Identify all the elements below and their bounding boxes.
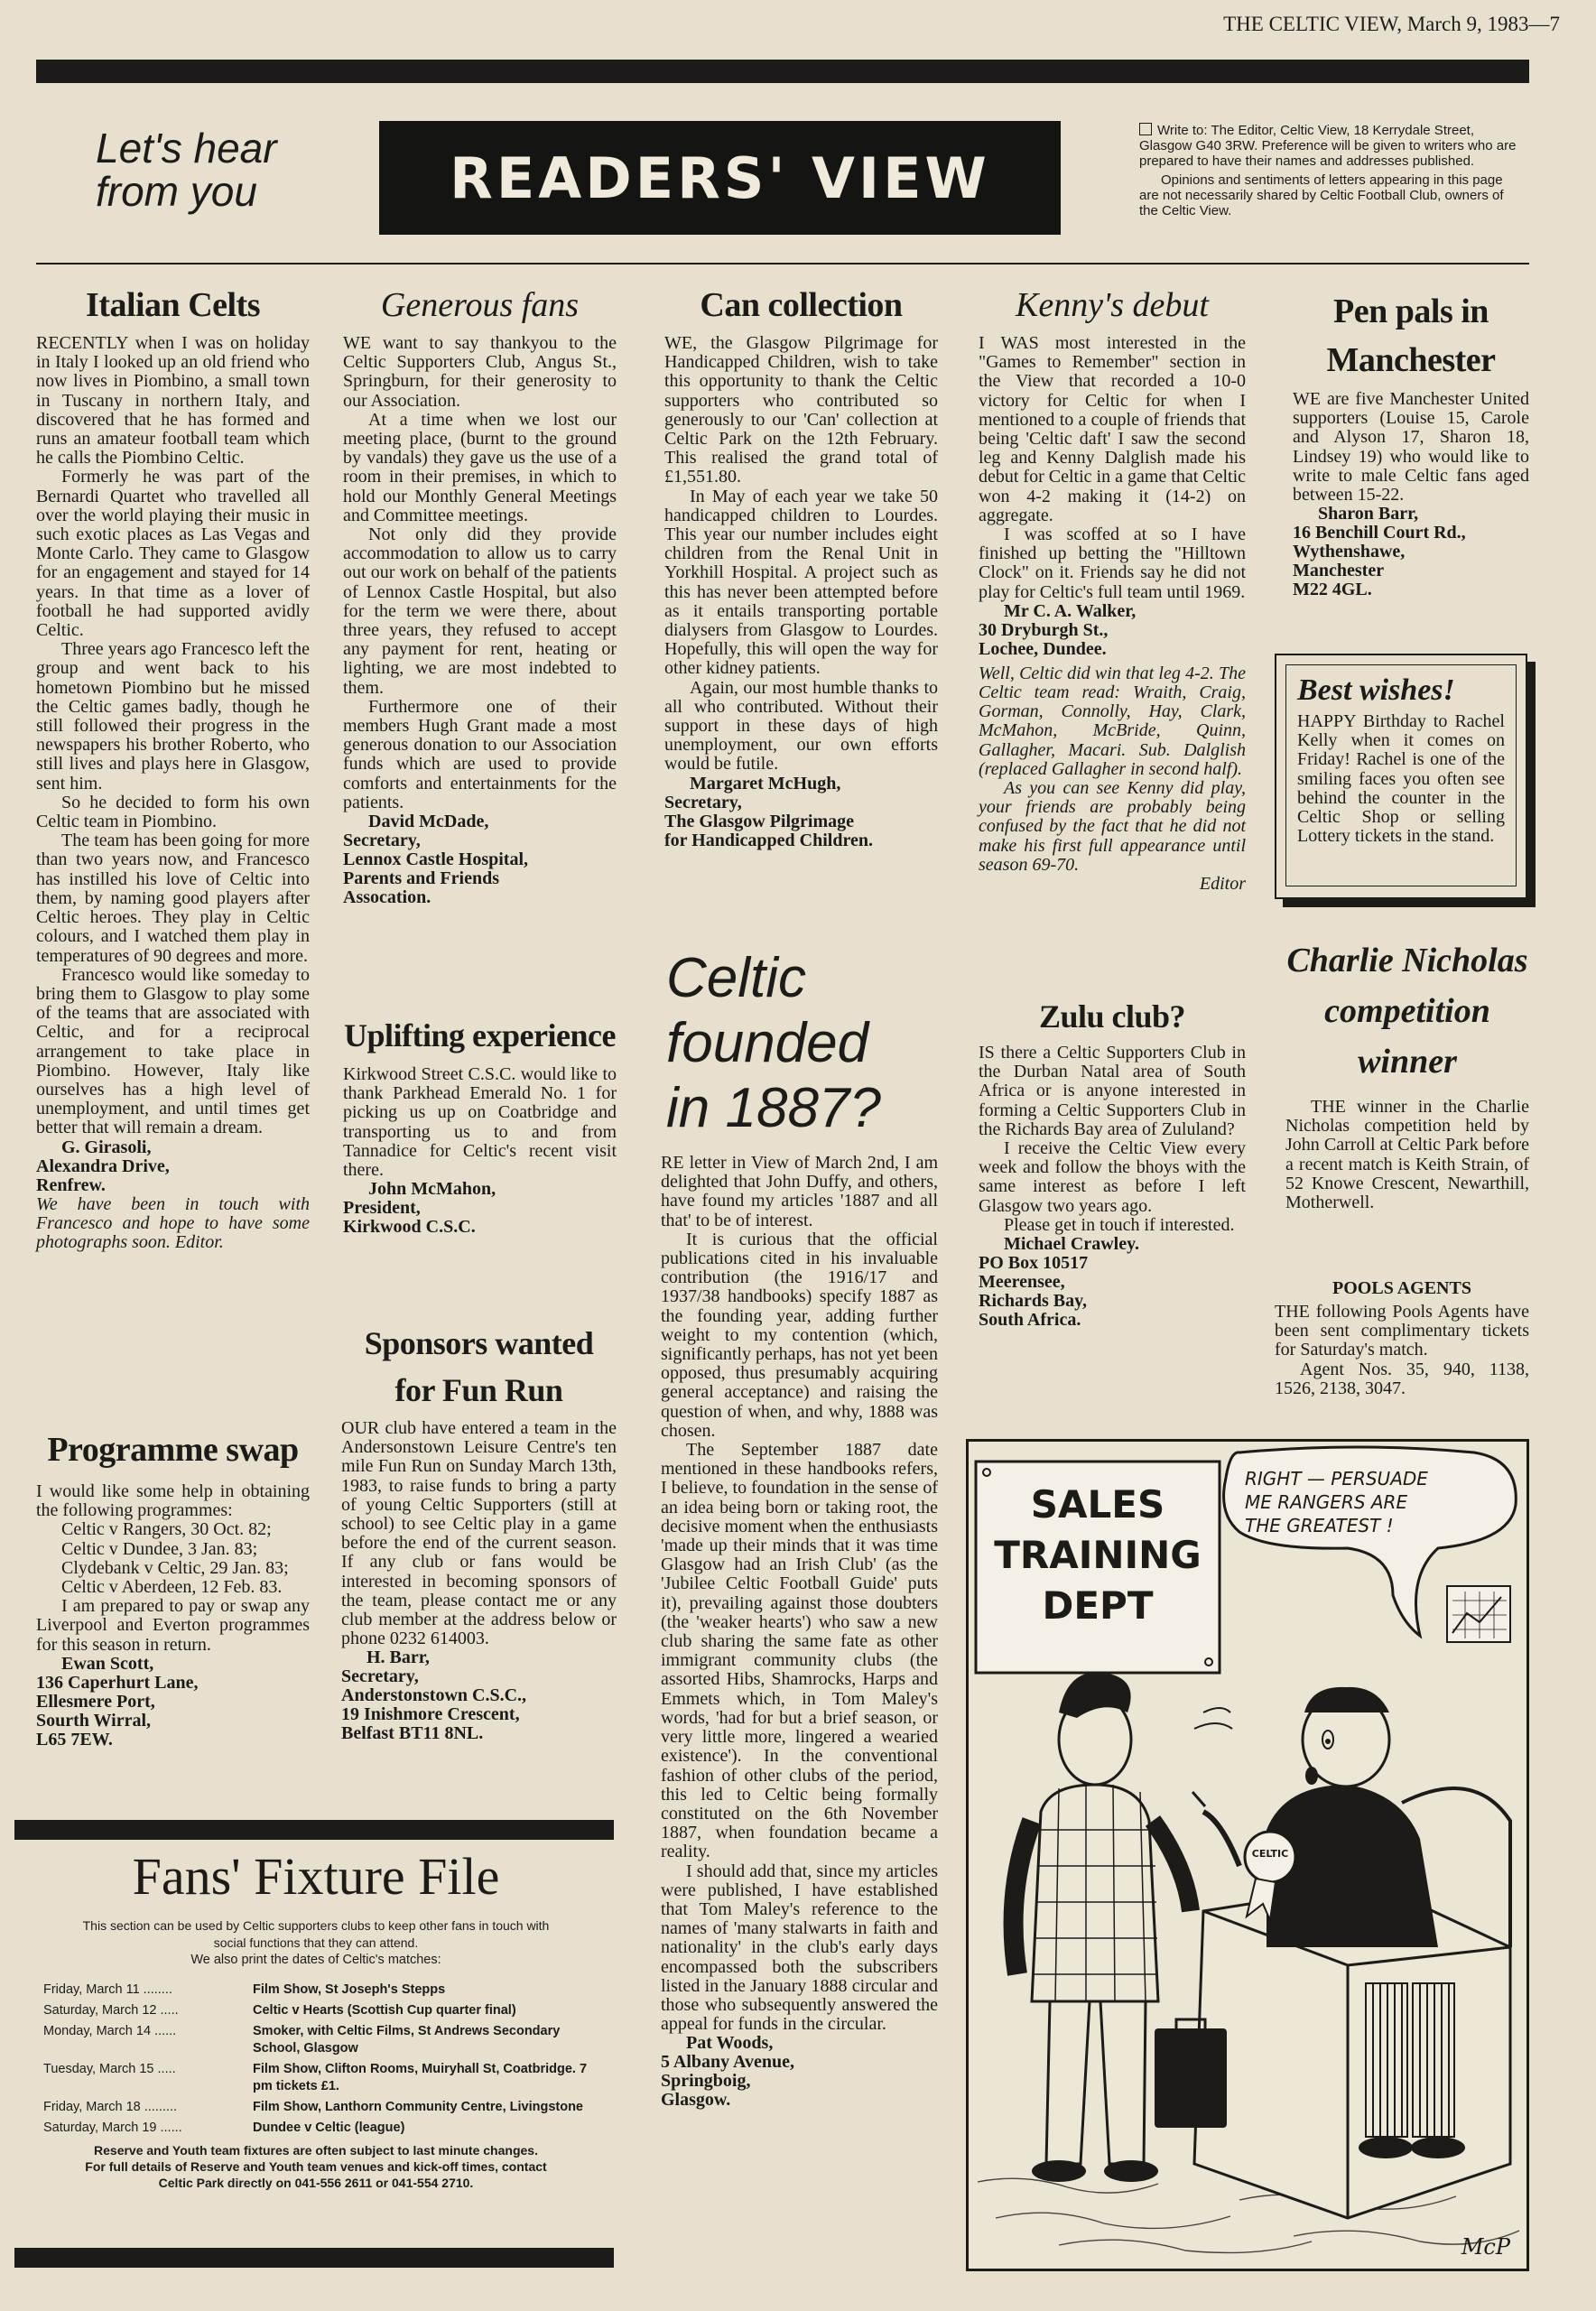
paragraph: Three years ago Francesco left the group and went back to his hometown Piombino but he missed the Celtic games badly, though he still followed their progress in the newspapers his brother Roberto, who still lives and plays here in Glasgow, sent him. — [36, 639, 310, 794]
paragraph: RECENTLY when I was on holiday in Italy I looked up an old friend who now lives in Piombino, a small town in Tuscany in northern Italy, and discovered that he has formed and runs an amateur football team which he calls the Piombino Celtic. — [36, 333, 310, 469]
fixture-event: Celtic v Hearts (Scottish Cup quarter final) — [253, 2003, 516, 2018]
paragraph: Not only did they provide accommodation to allow us to carry out our work on behalf of the patients of Lennox Castle Hospital, but also for the term we were there, about three years, they refused to accept any payment for rent, heating or lighting, we are most indebted to them. — [343, 524, 617, 698]
fixture-title: Fans' Fixture File — [132, 1847, 500, 1906]
paragraph: OUR club have entered a team in the Andersonstown Leisure Centre's ten mile Fun Run on Sunday March 13th, 1983, to raise funds to bring a party of young Celtic Supporters (still at school) to see Celtic play in a game before the end of the current season. If any club or fans would be interested in becoming sponsors of the team, please contact me or any club member at the address below or phone 0232 614003. — [341, 1418, 617, 1649]
fixture-row — [43, 2023, 596, 2057]
masthead-title: READERS' VIEW — [450, 144, 990, 211]
can-headline: Can collection — [700, 286, 903, 324]
pools-item — [1275, 1278, 1529, 1398]
paragraph: The September 1887 date mentioned in these handbooks refers, I believe, to foundation in the sense of an idea being born or taking root, the decisive moment when the enthusiasts 'made up their minds that it was time Glasgow had an Irish Club' (as the 'Jubilee Celtic Football Guide' puts it), prevailing against those doubters (the 'weaker hearts') who saw a new club sharing the same fate as other immigrant community clubs (the assorted Hibs, Shamrocks, Harps and Emmets which, in Tom Maley's words, 'had for but a brief season, or very little more, lingered a wearied existence'). In the conventional fashion of other clubs of the period, this led to Celtic being formally constituted on the 6th November 1887, when foundation became a reality. — [661, 1440, 938, 1862]
paragraph: So he decided to form his own Celtic team in Piombino. — [36, 792, 310, 832]
signature: David McDade, Secretary, Lennox Castle Hospital, Parents and Friends Assocation. — [343, 812, 529, 908]
editor-reply: Well, Celtic did win that leg 4-2. The Celtic team read: Wraith, Craig, Gorman, Connolly, Hay, Clark, McMahon, McBride, Quinn, Gallagher, Macari. Sub. Dalglish (replaced Gallagher in second half). — [979, 663, 1246, 779]
cartoon-signature: McP — [1461, 2234, 1510, 2260]
fixture-list — [36, 1982, 596, 2137]
can-letter — [664, 282, 938, 850]
signature: G. Girasoli, Alexandra Drive, Renfrew. — [36, 1137, 170, 1195]
fixture-date: Tuesday, March 15 ..... — [43, 2062, 176, 2076]
signature: John McMahon, President, Kirkwood C.S.C. — [343, 1179, 496, 1238]
write-to-note — [1139, 123, 1524, 218]
masthead-tagline: Let's hear from you — [96, 125, 277, 215]
founded-headline: Celtic founded in 1887? — [666, 947, 881, 1139]
programme-body — [36, 1482, 310, 1749]
best-wishes-headline: Best wishes! — [1297, 673, 1455, 707]
best-wishes-box — [1275, 654, 1527, 899]
fixture-date: Monday, March 14 ...... — [43, 2024, 177, 2038]
penpals-letter — [1293, 287, 1529, 599]
cartoon-sign-text: SALES TRAINING DEPT — [994, 1482, 1202, 1628]
kenny-headline: Kenny's debut — [1016, 286, 1209, 324]
generous-headline: Generous fans — [380, 286, 580, 324]
charlie-item — [1285, 935, 1529, 1212]
fixture-bottom-rule — [14, 2248, 614, 2268]
signature: Mr C. A. Walker, 30 Dryburgh St., Lochee, Dundee. — [979, 600, 1137, 659]
cartoon-frame — [966, 1439, 1529, 2271]
signature: Margaret McHugh, Secretary, The Glasgow Pilgrimage for Handicapped Children. — [664, 773, 873, 850]
paragraph: Formerly he was part of the Bernardi Quartet who travelled all over the world playing their music in such exotic places as Las Vegas and Monte Carlo. They came to Glasgow for an engagement and stayed for 14 years. In that time as a lover of football he had supported avidly Celtic. — [36, 467, 310, 641]
paragraph: I should add that, since my articles were published, I have established that Tom Maley's reference to the names of 'many stalwarts in faith and nationality' in the club's early days encompassed both the subscribers listed in the January 1888 circular and those who subsequently answered the appeal for funds in the circular. — [661, 1861, 938, 2035]
list-item: Clydebank v Celtic, 29 Jan. 83; — [61, 1557, 289, 1578]
paragraph: IS there a Celtic Supporters Club in the Durban Natal area of South Africa or is anyone interested in forming a Celtic Supporters Club in the Richards Bay area of Zululand? — [979, 1043, 1246, 1139]
fixture-event: Film Show, Clifton Rooms, Muiryhall St, Coatbridge. 7 pm tickets £1. — [253, 2062, 588, 2093]
editor-note: We have been in touch with Francesco and hope to have some photographs soon. Editor. — [36, 1193, 310, 1252]
signature: Pat Woods, 5 Albany Avenue, Springboig, Glasgow. — [661, 2033, 794, 2111]
fixture-date: Friday, March 11 ........ — [43, 1982, 172, 1997]
fixture-row — [43, 2002, 596, 2019]
paragraph: I was scoffed at so I have finished up betting the "Hilltown Clock" on it. Friends say he did not play for Celtic's full team until 1969. — [979, 524, 1246, 602]
signature: Sharon Barr, 16 Benchill Court Rd., Wythenshawe, Manchester M22 4GL. — [1293, 504, 1466, 600]
disclaimer: Opinions and sentiments of letters appearing in this page are not necessarily shared by Celtic Football Club, owners of the Celtic View. — [1139, 172, 1504, 218]
fixture-footer: Reserve and Youth team fixtures are often subject to last minute changes. — [94, 2143, 538, 2158]
best-wishes-body: HAPPY Birthday to Rachel Kelly when it comes on Friday! Rachel is one of the smiling faces you often see behind the counter in the Celtic Shop or selling Lottery tickets in the stand. — [1297, 711, 1505, 847]
fixture-date: Saturday, March 12 ..... — [43, 2003, 179, 2018]
pools-headline: POOLS AGENTS — [1332, 1278, 1471, 1298]
generous-body — [343, 334, 617, 907]
paragraph: In May of each year we take 50 handicapped children to Lourdes. This year our number includes eight children from the Renal Unit in Yorkhill Hospital. A project such as this has never been attempted before as it entails transporting portable dialysers from Glasgow to Lourdes. Hopefully, this will open the way for other kidney patients. — [664, 486, 938, 679]
paragraph: At a time when we lost our meeting place, (burnt to the ground by vandals) they gave us the use of a room in their premises, in which to hold our Monthly General Meetings and Committee meetings. — [343, 409, 617, 525]
paragraph: WE want to say thankyou to the Celtic Supporters Club, Angus St., Springburn, for their generosity to our Association. — [343, 333, 617, 411]
paragraph: I am prepared to pay or swap any Liverpool and Everton programmes for this season in return. — [36, 1596, 310, 1655]
masthead-title-box — [379, 121, 1061, 235]
square-icon — [1139, 123, 1152, 135]
paragraph: Please get in touch if interested. — [1004, 1214, 1235, 1235]
editor-credit: Editor — [1199, 874, 1246, 895]
charlie-body — [1285, 1098, 1529, 1212]
running-head: THE CELTIC VIEW, March 9, 1983—7 — [1223, 13, 1560, 35]
paragraph: Francesco would like someday to bring them to Glasgow to play some of the teams that are associated with Celtic, and for a reciprocal arrangement to take place in Piombino. However, Italy like ourselves has a high level of unemployment, and until times get better that will remain a dream. — [36, 964, 310, 1138]
uplifting-body — [343, 1065, 617, 1237]
paragraph: I receive the Celtic View every week and follow the bhoys with the same interest as before I left Glasgow two years ago. — [979, 1138, 1246, 1216]
editor-reply: As you can see Kenny did play, your friends are probably being confused by the fact that he did not make his first full appearance until season 69-70. — [979, 778, 1246, 875]
paragraph: I WAS most interested in the "Games to Remember" section in the View that recorded a 10-0 victory for Celtic for when I mentioned to a couple of friends that being 'Celtic daft' I saw the second leg and Kenny Dalglish made his debut for Celtic in a game that Celtic won 4-2 making it (14-2) on aggregate. — [979, 333, 1247, 525]
generous-letter — [343, 282, 617, 907]
zulu-headline: Zulu club? — [1038, 998, 1186, 1035]
list-item: Celtic v Rangers, 30 Oct. 82; — [61, 1519, 272, 1540]
italian-body — [36, 334, 310, 1252]
fixture-date: Friday, March 18 ......... — [43, 2100, 177, 2114]
list-item: Celtic v Dundee, 3 Jan. 83; — [61, 1538, 258, 1559]
write-to-text: Write to: The Editor, Celtic View, 18 Kerrydale Street, Glasgow G40 3RW. Preference will be given to writers who are prepared to have their names and addresses published. — [1139, 123, 1517, 169]
fixture-event: Film Show, Lanthorn Community Centre, Livingstone — [253, 2100, 583, 2114]
sponsors-headline: Sponsors wanted for Fun Run — [364, 1325, 594, 1408]
paragraph: WE, the Glasgow Pilgrimage for Handicapped Children, wish to take this opportunity to thank the Celtic supporters who contributed so generously to our 'Can' collection at Celtic Park on the 12th February. This realised the grand total of £1,551.80. — [664, 333, 938, 487]
cartoon-speech-text: RIGHT — PERSUADE ME RANGERS ARE THE GREATEST ! — [1245, 1468, 1428, 1536]
top-rule — [36, 60, 1529, 83]
kenny-letter — [979, 282, 1246, 894]
sponsors-letter — [341, 1320, 617, 1743]
zulu-body — [979, 1044, 1246, 1330]
signature: H. Barr, Secretary, Anderstonstown C.S.C., 19 Inishmore Crescent, Belfast BT11 8NL. — [341, 1647, 527, 1744]
paragraph: Kirkwood Street C.S.C. would like to thank Parkhead Emerald No. 1 for picking us up on Coatbridge and transporting us to and from Tannadice for Celtic's recent visit there. — [343, 1064, 617, 1181]
charlie-headline: Charlie Nicholas competition winner — [1286, 942, 1528, 1081]
fixture-row — [43, 2099, 596, 2116]
fixture-row — [43, 2120, 596, 2137]
paragraph: WE are five Manchester United supporters (Louise 15, Carole and Alyson 17, Sharon 18, Lindsey 19) who would like to write to male Celtic fans aged between 15-22. — [1293, 389, 1529, 506]
list-item: Celtic v Aberdeen, 12 Feb. 83. — [61, 1577, 283, 1598]
fixture-date: Saturday, March 19 ...... — [43, 2121, 182, 2135]
sponsors-body — [341, 1419, 617, 1743]
programme-letter — [36, 1426, 310, 1749]
fixture-event: Film Show, St Joseph's Stepps — [253, 1982, 446, 1997]
masthead-rule — [36, 263, 1529, 265]
italian-letter — [36, 282, 310, 1252]
programme-headline: Programme swap — [47, 1431, 299, 1469]
paragraph: Agent Nos. 35, 940, 1138, 1526, 2138, 3047. — [1275, 1359, 1529, 1398]
fixture-intro-2: We also print the dates of Celtic's matches: — [190, 1953, 441, 1967]
paragraph: THE following Pools Agents have been sent complimentary tickets for Saturday's match. — [1275, 1302, 1529, 1360]
paragraph: I would like some help in obtaining the following programmes: — [36, 1481, 310, 1521]
founded-letter — [661, 946, 938, 2110]
cartoon-rosette-text: CELTIC — [1251, 1848, 1289, 1860]
paragraph: RE letter in View of March 2nd, I am delighted that John Duffy, and others, have found my articles '1887 and all that' to be of interest. — [661, 1153, 938, 1230]
signature: Michael Crawley. PO Box 10517 Meerensee, Richards Bay, South Africa. — [979, 1234, 1139, 1331]
uplifting-headline: Uplifting experience — [344, 1017, 616, 1053]
paragraph: Again, our most humble thanks to all who contributed. Without their support in these days of high unemployment, our own efforts would be futile. — [664, 677, 938, 775]
fixture-event: Dundee v Celtic (league) — [253, 2121, 405, 2135]
paragraph: The team has been going for more than two years now, and Francesco has instilled his love of Celtic into them, by naming good players after Celtic heroes. They play in Celtic colours, and I watched them play in temperatures of 90 degrees and more. — [36, 831, 310, 966]
signature: Ewan Scott, 136 Caperhurt Lane, Ellesmere Port, Sourth Wirral, L65 7EW. — [36, 1653, 199, 1749]
fixture-row — [43, 2061, 596, 2095]
fixture-file — [36, 1842, 596, 2191]
italian-headline: Italian Celts — [86, 286, 260, 324]
can-body — [664, 334, 938, 850]
penpals-headline: Pen pals in Manchester — [1326, 292, 1496, 379]
fixture-row — [43, 1982, 596, 1999]
kenny-body — [979, 334, 1246, 894]
penpals-body — [1293, 390, 1529, 599]
paragraph: Furthermore one of their members Hugh Grant made a most generous donation to our Association funds which are used to provide comforts and entertainments for the patients. — [343, 696, 617, 812]
paragraph: It is curious that the official publications cited in his invaluable contribution (the 1916/17 and 1937/38 handbooks) specify 1887 as the founding year, adding further weight to my contention (which, significantly perhaps, has not yet been opposed, thus presumably acquiring general acceptance) and raising the question of when, and why, 1888 was chosen. — [661, 1229, 938, 1441]
paragraph: THE winner in the Charlie Nicholas competition held by John Carroll at Celtic Park before a recent match is Keith Strain, of 52 Knowe Crescent, Newarthill, Motherwell. — [1285, 1097, 1529, 1213]
zulu-letter — [979, 993, 1246, 1330]
fixture-footer-2: For full details of Reserve and Youth team venues and kick-off times, contact Celtic Park directly on 041-556 2611 or 041-554 2710. — [85, 2159, 547, 2190]
founded-body — [661, 1154, 938, 2110]
fixture-intro: This section can be used by Celtic supporters clubs to keep other fans in touch with social functions that they can attend. — [82, 1918, 550, 1950]
pools-body — [1275, 1303, 1529, 1398]
uplifting-letter — [343, 1013, 617, 1237]
fixture-event: Smoker, with Celtic Films, St Andrews Secondary School, Glasgow — [253, 2024, 561, 2056]
fixture-top-rule — [14, 1820, 614, 1840]
